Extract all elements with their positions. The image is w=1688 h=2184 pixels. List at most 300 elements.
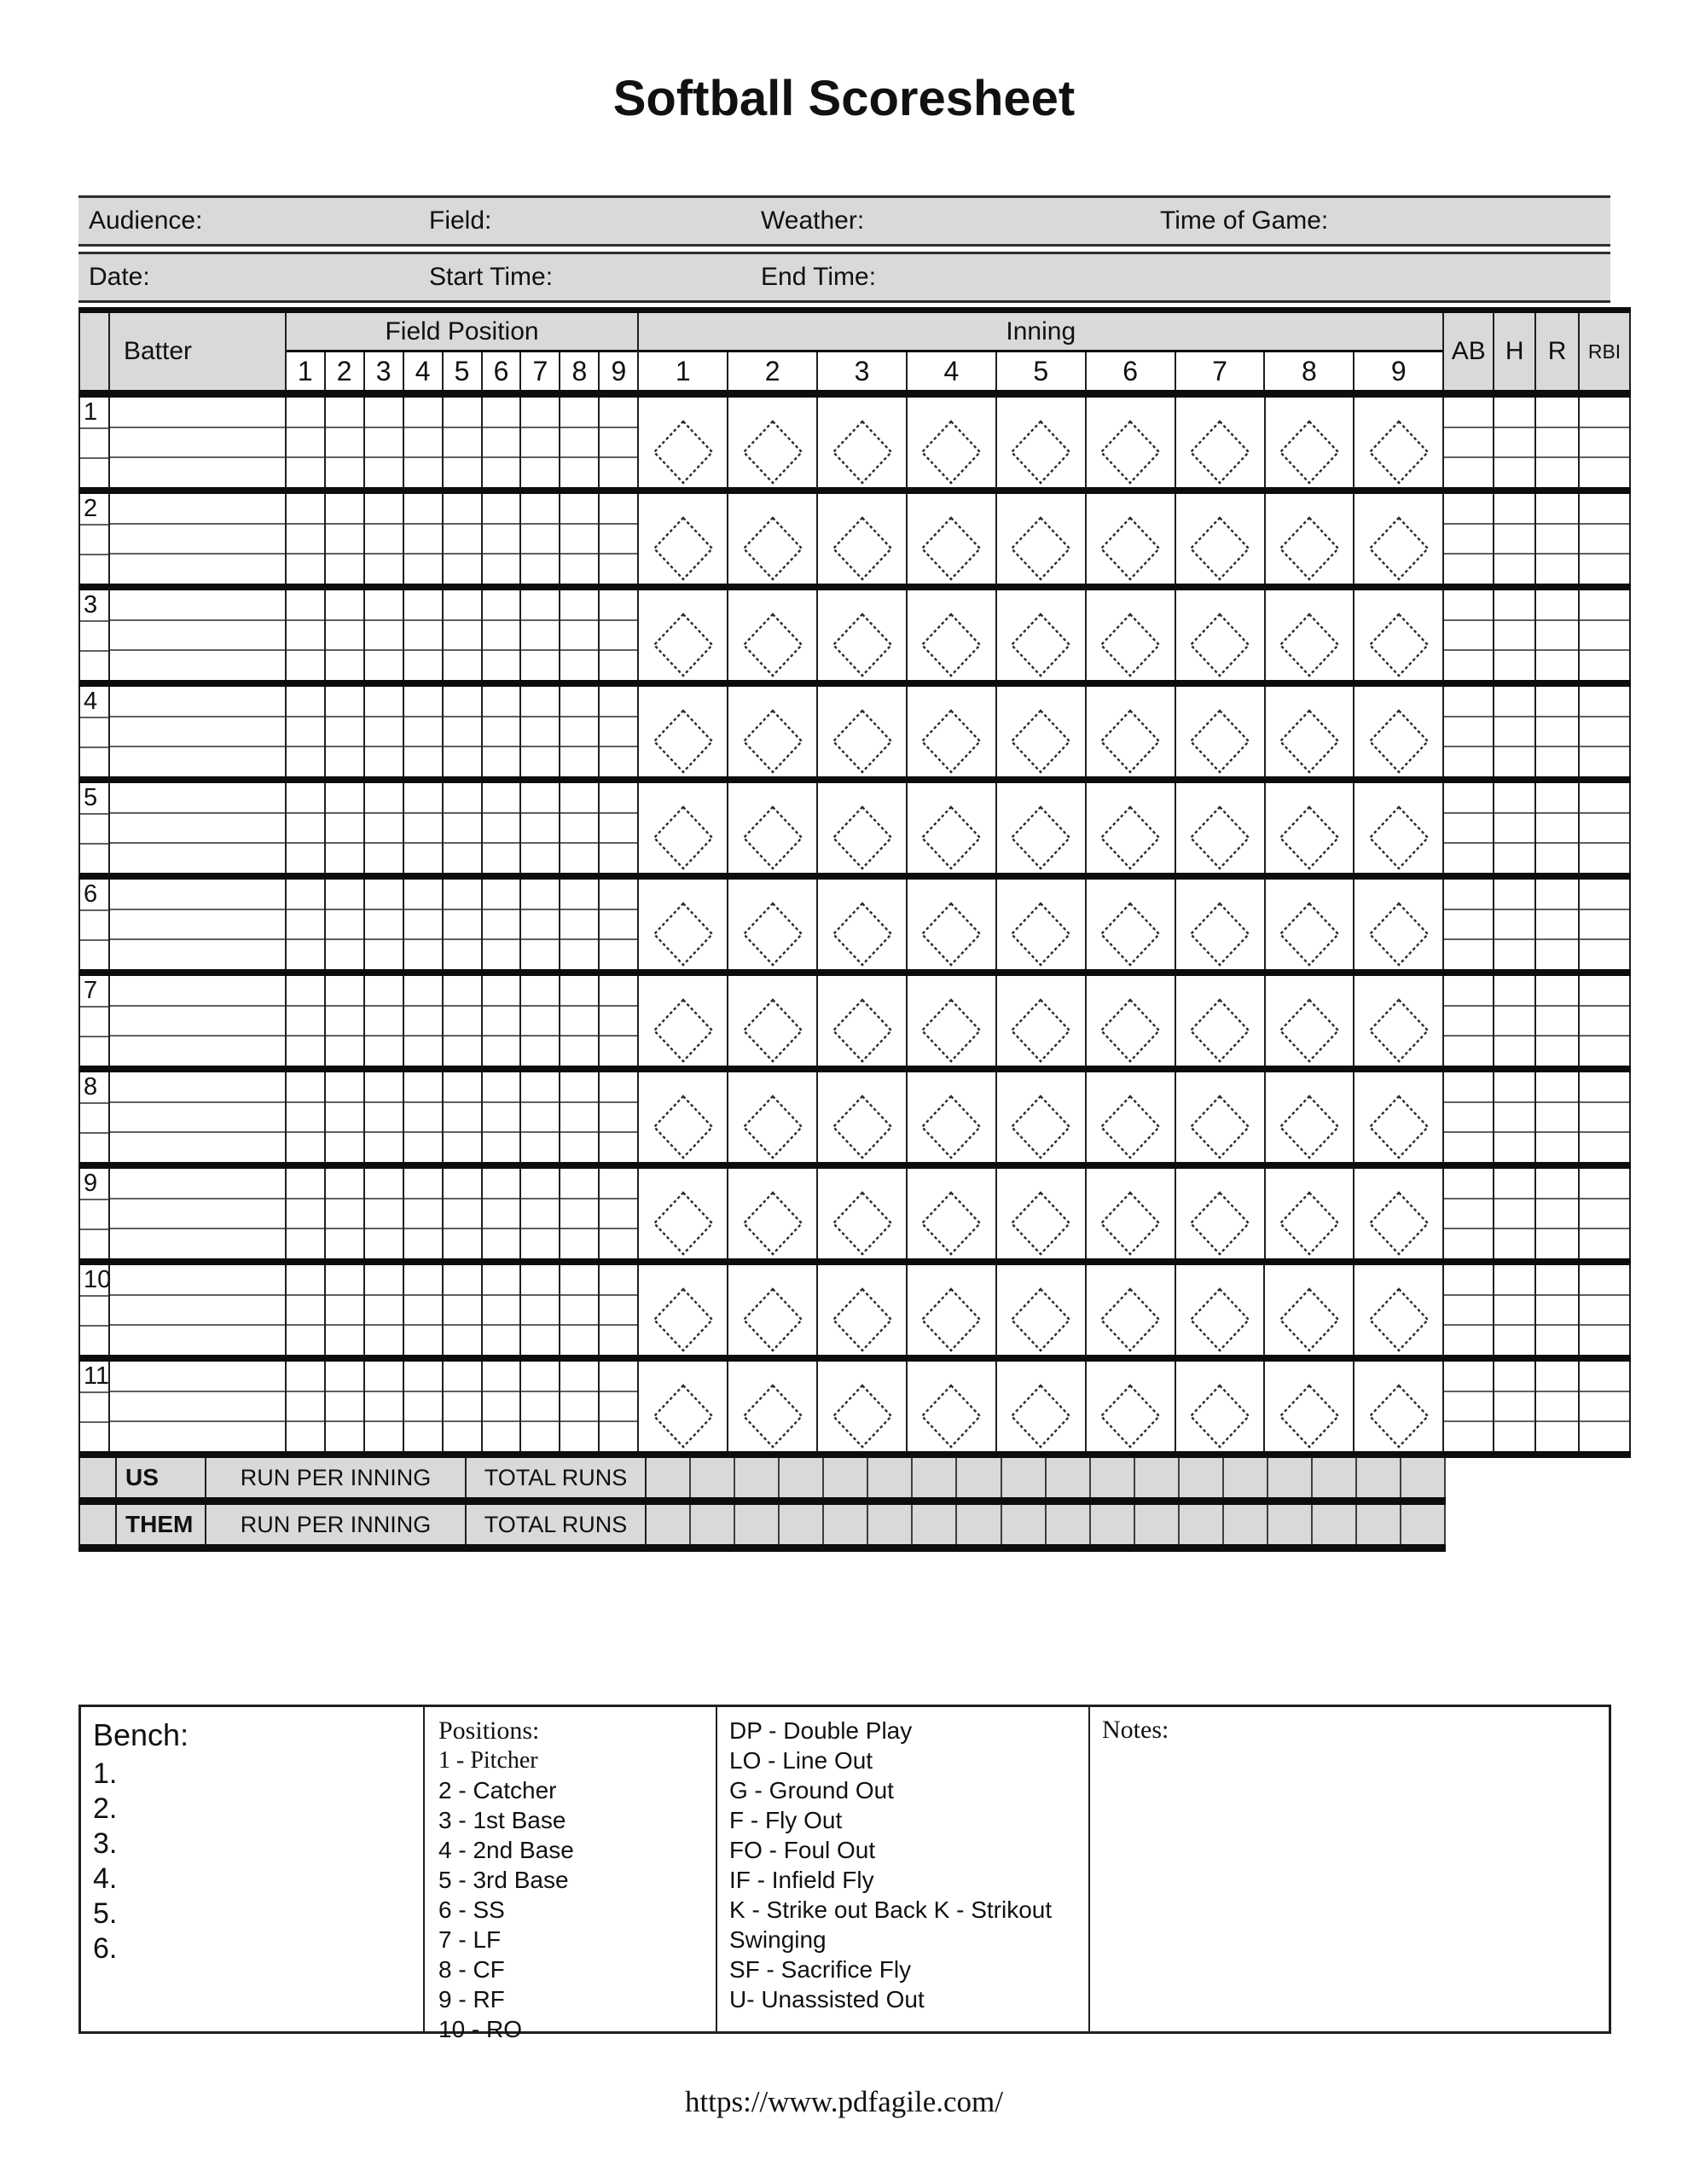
stat-box[interactable] <box>1536 909 1578 939</box>
stat-box[interactable] <box>1536 1362 1578 1391</box>
field-position-box[interactable] <box>600 746 637 776</box>
batter-name-line[interactable] <box>110 398 285 427</box>
stat-box[interactable] <box>1536 619 1578 650</box>
field-position-box[interactable] <box>404 1169 442 1198</box>
field-position-box[interactable] <box>483 746 520 776</box>
field-position-box[interactable] <box>560 1005 598 1036</box>
stat-box[interactable] <box>1580 619 1629 650</box>
run-cell[interactable] <box>868 1505 913 1544</box>
stat-box[interactable] <box>1494 456 1534 487</box>
inning-cell[interactable] <box>908 783 997 873</box>
field-position-box[interactable] <box>287 553 324 584</box>
field-position-box[interactable] <box>444 1169 481 1198</box>
field-position-box[interactable] <box>521 880 559 909</box>
field-position-box[interactable] <box>404 716 442 746</box>
inning-cell[interactable] <box>997 1169 1087 1258</box>
field-position-box[interactable] <box>483 1101 520 1132</box>
inning-cell[interactable] <box>639 590 728 680</box>
inning-cell[interactable] <box>818 398 908 487</box>
field-position-box[interactable] <box>444 553 481 584</box>
stat-box[interactable] <box>1444 1362 1493 1391</box>
inning-cell[interactable] <box>1176 590 1266 680</box>
run-cell[interactable] <box>647 1458 691 1497</box>
field-position-box[interactable] <box>287 842 324 873</box>
inning-cell[interactable] <box>1176 1362 1266 1451</box>
stat-box[interactable] <box>1494 1101 1534 1132</box>
field-position-box[interactable] <box>521 1265 559 1294</box>
inning-cell[interactable] <box>818 687 908 776</box>
inning-cell[interactable] <box>1176 1265 1266 1355</box>
batter-name-line[interactable] <box>110 976 285 1005</box>
batter-name-line[interactable] <box>110 590 285 619</box>
field-position-box[interactable] <box>600 1198 637 1228</box>
field-position-box[interactable] <box>560 746 598 776</box>
field-position-box[interactable] <box>521 456 559 487</box>
inning-cell[interactable] <box>818 1169 908 1258</box>
field-position-box[interactable] <box>444 1131 481 1162</box>
inning-cell[interactable] <box>908 1265 997 1355</box>
field-position-box[interactable] <box>404 1131 442 1162</box>
field-position-box[interactable] <box>483 1265 520 1294</box>
batter-name-line[interactable] <box>110 1005 285 1036</box>
field-position-box[interactable] <box>560 976 598 1005</box>
batter-name-line[interactable] <box>110 1362 285 1391</box>
stat-box[interactable] <box>1444 1420 1493 1451</box>
inning-cell[interactable] <box>639 880 728 969</box>
run-cell[interactable] <box>735 1458 780 1497</box>
stat-box[interactable] <box>1494 1198 1534 1228</box>
field-position-box[interactable] <box>287 1420 324 1451</box>
stat-box[interactable] <box>1444 1228 1493 1258</box>
field-position-box[interactable] <box>600 590 637 619</box>
field-position-box[interactable] <box>365 746 403 776</box>
field-position-box[interactable] <box>287 976 324 1005</box>
field-position-box[interactable] <box>404 812 442 843</box>
field-position-box[interactable] <box>560 1228 598 1258</box>
field-position-box[interactable] <box>600 619 637 650</box>
inning-cell[interactable] <box>1354 687 1444 776</box>
field-position-box[interactable] <box>560 494 598 523</box>
field-position-box[interactable] <box>444 523 481 554</box>
field-position-box[interactable] <box>326 1072 363 1101</box>
batter-name-line[interactable] <box>110 1035 285 1066</box>
field-position-box[interactable] <box>404 880 442 909</box>
field-position-box[interactable] <box>326 1035 363 1066</box>
stat-box[interactable] <box>1536 649 1578 680</box>
field-position-box[interactable] <box>365 523 403 554</box>
inning-cell[interactable] <box>1087 880 1176 969</box>
field-position-box[interactable] <box>444 1391 481 1421</box>
field-position-box[interactable] <box>521 842 559 873</box>
field-position-box[interactable] <box>365 1294 403 1325</box>
field-position-box[interactable] <box>404 1198 442 1228</box>
stat-box[interactable] <box>1494 976 1534 1005</box>
inning-cell[interactable] <box>908 880 997 969</box>
batter-name-line[interactable] <box>110 1101 285 1132</box>
inning-cell[interactable] <box>728 494 818 584</box>
field-position-box[interactable] <box>365 909 403 939</box>
batter-name-line[interactable] <box>110 909 285 939</box>
stat-box[interactable] <box>1580 938 1629 969</box>
field-position-box[interactable] <box>521 1324 559 1355</box>
stat-box[interactable] <box>1444 619 1493 650</box>
field-position-box[interactable] <box>326 523 363 554</box>
inning-cell[interactable] <box>908 398 997 487</box>
inning-cell[interactable] <box>818 880 908 969</box>
stat-box[interactable] <box>1494 494 1534 523</box>
field-position-box[interactable] <box>444 1072 481 1101</box>
inning-cell[interactable] <box>1354 494 1444 584</box>
inning-cell[interactable] <box>1266 976 1355 1066</box>
run-cell[interactable] <box>1091 1505 1135 1544</box>
field-position-box[interactable] <box>521 1362 559 1391</box>
stat-box[interactable] <box>1580 1362 1629 1391</box>
field-position-box[interactable] <box>600 1294 637 1325</box>
stat-box[interactable] <box>1580 649 1629 680</box>
field-position-box[interactable] <box>287 1131 324 1162</box>
field-position-box[interactable] <box>326 812 363 843</box>
field-position-box[interactable] <box>365 1420 403 1451</box>
stat-box[interactable] <box>1444 494 1493 523</box>
stat-box[interactable] <box>1536 427 1578 457</box>
field-position-box[interactable] <box>444 746 481 776</box>
field-position-box[interactable] <box>326 842 363 873</box>
field-position-box[interactable] <box>444 909 481 939</box>
field-position-box[interactable] <box>444 938 481 969</box>
field-position-box[interactable] <box>560 553 598 584</box>
inning-cell[interactable] <box>1354 1072 1444 1162</box>
field-position-box[interactable] <box>287 398 324 427</box>
batter-name-line[interactable] <box>110 1169 285 1198</box>
field-position-box[interactable] <box>404 687 442 716</box>
stat-box[interactable] <box>1444 909 1493 939</box>
inning-cell[interactable] <box>1176 1169 1266 1258</box>
stat-box[interactable] <box>1536 687 1578 716</box>
field-position-box[interactable] <box>365 494 403 523</box>
footer-link[interactable]: https://www.pdfagile.com/ <box>685 2085 1003 2118</box>
field-position-box[interactable] <box>560 398 598 427</box>
field-position-box[interactable] <box>404 398 442 427</box>
bench-item[interactable]: 3. <box>93 1827 118 1860</box>
field-position-box[interactable] <box>600 1265 637 1294</box>
inning-cell[interactable] <box>997 398 1087 487</box>
inning-cell[interactable] <box>997 1265 1087 1355</box>
field-position-box[interactable] <box>326 1228 363 1258</box>
stat-box[interactable] <box>1580 1265 1629 1294</box>
field-position-box[interactable] <box>326 1324 363 1355</box>
inning-cell[interactable] <box>908 1169 997 1258</box>
field-position-box[interactable] <box>521 976 559 1005</box>
inning-cell[interactable] <box>908 687 997 776</box>
inning-cell[interactable] <box>639 1265 728 1355</box>
field-position-box[interactable] <box>444 1228 481 1258</box>
stat-box[interactable] <box>1444 783 1493 812</box>
inning-cell[interactable] <box>639 1072 728 1162</box>
inning-cell[interactable] <box>1176 494 1266 584</box>
field-position-box[interactable] <box>483 1131 520 1162</box>
field-position-box[interactable] <box>600 1131 637 1162</box>
run-cell[interactable] <box>824 1505 868 1544</box>
stat-box[interactable] <box>1580 1035 1629 1066</box>
field-position-box[interactable] <box>287 746 324 776</box>
inning-cell[interactable] <box>818 783 908 873</box>
field-position-box[interactable] <box>365 1362 403 1391</box>
field-position-box[interactable] <box>444 1035 481 1066</box>
stat-box[interactable] <box>1494 880 1534 909</box>
field-position-box[interactable] <box>560 523 598 554</box>
stat-box[interactable] <box>1580 716 1629 746</box>
field-position-box[interactable] <box>287 716 324 746</box>
field-position-box[interactable] <box>365 716 403 746</box>
stat-box[interactable] <box>1536 1294 1578 1325</box>
inning-cell[interactable] <box>1265 1265 1354 1355</box>
bench-item[interactable]: 2. <box>93 1792 118 1825</box>
field-position-box[interactable] <box>483 1169 520 1198</box>
field-position-box[interactable] <box>365 649 403 680</box>
inning-cell[interactable] <box>1354 783 1444 873</box>
inning-cell[interactable] <box>997 1362 1087 1451</box>
field-position-box[interactable] <box>365 783 403 812</box>
run-cell[interactable] <box>1401 1458 1446 1497</box>
inning-cell[interactable] <box>908 590 997 680</box>
stat-box[interactable] <box>1580 1131 1629 1162</box>
stat-box[interactable] <box>1580 880 1629 909</box>
inning-cell[interactable] <box>1266 783 1355 873</box>
field-position-box[interactable] <box>521 909 559 939</box>
inning-cell[interactable] <box>1354 976 1444 1066</box>
stat-box[interactable] <box>1580 1005 1629 1036</box>
inning-cell[interactable] <box>908 1072 997 1162</box>
stat-box[interactable] <box>1536 1101 1578 1132</box>
inning-cell[interactable] <box>818 590 908 680</box>
stat-box[interactable] <box>1444 1035 1493 1066</box>
stat-box[interactable] <box>1494 553 1534 584</box>
field-position-box[interactable] <box>404 842 442 873</box>
field-position-box[interactable] <box>287 1005 324 1036</box>
stat-box[interactable] <box>1494 1362 1534 1391</box>
inning-cell[interactable] <box>1087 783 1176 873</box>
field-position-box[interactable] <box>326 1265 363 1294</box>
inning-cell[interactable] <box>1266 494 1355 584</box>
field-position-box[interactable] <box>560 427 598 457</box>
field-position-box[interactable] <box>483 976 520 1005</box>
stat-box[interactable] <box>1494 1420 1534 1451</box>
run-cell[interactable] <box>1401 1505 1446 1544</box>
run-cell[interactable] <box>1313 1505 1357 1544</box>
field-position-box[interactable] <box>483 909 520 939</box>
field-position-box[interactable] <box>483 1072 520 1101</box>
batter-name-line[interactable] <box>110 1420 285 1451</box>
inning-cell[interactable] <box>639 398 728 487</box>
field-position-box[interactable] <box>444 427 481 457</box>
inning-cell[interactable] <box>728 687 818 776</box>
field-position-box[interactable] <box>326 1391 363 1421</box>
field-position-box[interactable] <box>444 783 481 812</box>
field-position-box[interactable] <box>600 553 637 584</box>
field-position-box[interactable] <box>521 1169 559 1198</box>
notes-area[interactable] <box>1102 1745 1597 2023</box>
field-position-box[interactable] <box>287 812 324 843</box>
field-position-box[interactable] <box>444 1362 481 1391</box>
run-cell[interactable] <box>957 1458 1001 1497</box>
field-position-box[interactable] <box>483 494 520 523</box>
stat-box[interactable] <box>1494 1265 1534 1294</box>
field-position-box[interactable] <box>326 1198 363 1228</box>
field-position-box[interactable] <box>521 1035 559 1066</box>
field-position-box[interactable] <box>326 553 363 584</box>
stat-box[interactable] <box>1580 1391 1629 1421</box>
stat-box[interactable] <box>1444 1265 1493 1294</box>
inning-cell[interactable] <box>1087 687 1176 776</box>
stat-box[interactable] <box>1536 1265 1578 1294</box>
field-position-box[interactable] <box>365 1035 403 1066</box>
field-position-box[interactable] <box>404 909 442 939</box>
stat-box[interactable] <box>1494 1035 1534 1066</box>
stat-box[interactable] <box>1580 456 1629 487</box>
inning-cell[interactable] <box>1354 1265 1444 1355</box>
field-position-box[interactable] <box>521 716 559 746</box>
field-position-box[interactable] <box>326 1005 363 1036</box>
field-position-box[interactable] <box>521 1294 559 1325</box>
field-position-box[interactable] <box>404 1294 442 1325</box>
stat-box[interactable] <box>1444 649 1493 680</box>
field-position-box[interactable] <box>600 716 637 746</box>
stat-box[interactable] <box>1494 1169 1534 1198</box>
stat-box[interactable] <box>1494 1391 1534 1421</box>
field-position-box[interactable] <box>287 590 324 619</box>
stat-box[interactable] <box>1536 783 1578 812</box>
field-position-box[interactable] <box>483 1228 520 1258</box>
field-position-box[interactable] <box>560 1362 598 1391</box>
stat-box[interactable] <box>1536 494 1578 523</box>
stat-box[interactable] <box>1444 1005 1493 1036</box>
stat-box[interactable] <box>1536 590 1578 619</box>
stat-box[interactable] <box>1444 1101 1493 1132</box>
bench-item[interactable]: 6. <box>93 1932 118 1965</box>
field-position-box[interactable] <box>326 909 363 939</box>
stat-box[interactable] <box>1444 398 1493 427</box>
stat-box[interactable] <box>1580 553 1629 584</box>
field-position-box[interactable] <box>404 590 442 619</box>
batter-name-line[interactable] <box>110 746 285 776</box>
batter-name-line[interactable] <box>110 1198 285 1228</box>
batter-name-line[interactable] <box>110 842 285 873</box>
field-position-box[interactable] <box>326 427 363 457</box>
field-position-box[interactable] <box>287 1324 324 1355</box>
field-position-box[interactable] <box>600 523 637 554</box>
inning-cell[interactable] <box>728 880 818 969</box>
field-position-box[interactable] <box>444 812 481 843</box>
field-position-box[interactable] <box>444 687 481 716</box>
field-position-box[interactable] <box>521 938 559 969</box>
field-position-box[interactable] <box>444 1005 481 1036</box>
field-position-box[interactable] <box>600 649 637 680</box>
inning-cell[interactable] <box>1266 880 1355 969</box>
field-position-box[interactable] <box>483 716 520 746</box>
run-cell[interactable] <box>735 1505 780 1544</box>
field-position-box[interactable] <box>560 1131 598 1162</box>
stat-box[interactable] <box>1580 687 1629 716</box>
field-position-box[interactable] <box>404 1035 442 1066</box>
field-position-box[interactable] <box>365 1228 403 1258</box>
field-position-box[interactable] <box>444 880 481 909</box>
field-position-box[interactable] <box>483 398 520 427</box>
field-position-box[interactable] <box>365 553 403 584</box>
field-position-box[interactable] <box>404 619 442 650</box>
inning-cell[interactable] <box>1354 590 1444 680</box>
field-position-box[interactable] <box>560 619 598 650</box>
batter-name-line[interactable] <box>110 1228 285 1258</box>
field-position-box[interactable] <box>444 494 481 523</box>
inning-cell[interactable] <box>728 1072 818 1162</box>
field-position-box[interactable] <box>521 1072 559 1101</box>
stat-box[interactable] <box>1580 812 1629 843</box>
field-position-box[interactable] <box>600 1035 637 1066</box>
field-position-box[interactable] <box>483 1035 520 1066</box>
field-position-box[interactable] <box>365 1169 403 1198</box>
stat-box[interactable] <box>1580 494 1629 523</box>
run-cell[interactable] <box>691 1505 735 1544</box>
field-position-box[interactable] <box>287 494 324 523</box>
inning-cell[interactable] <box>639 1169 728 1258</box>
field-position-box[interactable] <box>600 938 637 969</box>
stat-box[interactable] <box>1536 842 1578 873</box>
field-position-box[interactable] <box>483 619 520 650</box>
stat-box[interactable] <box>1494 619 1534 650</box>
inning-cell[interactable] <box>728 1362 818 1451</box>
field-position-box[interactable] <box>365 1265 403 1294</box>
inning-cell[interactable] <box>908 976 997 1066</box>
stat-box[interactable] <box>1536 1391 1578 1421</box>
stat-box[interactable] <box>1444 842 1493 873</box>
run-cell[interactable] <box>1224 1505 1268 1544</box>
stat-box[interactable] <box>1580 1198 1629 1228</box>
batter-name-line[interactable] <box>110 523 285 554</box>
field-position-box[interactable] <box>287 1101 324 1132</box>
inning-cell[interactable] <box>1266 1072 1355 1162</box>
stat-box[interactable] <box>1536 1420 1578 1451</box>
field-position-box[interactable] <box>483 649 520 680</box>
field-position-box[interactable] <box>600 1169 637 1198</box>
field-position-box[interactable] <box>365 976 403 1005</box>
stat-box[interactable] <box>1536 523 1578 554</box>
stat-box[interactable] <box>1444 590 1493 619</box>
inning-cell[interactable] <box>818 494 908 584</box>
field-position-box[interactable] <box>444 619 481 650</box>
field-position-box[interactable] <box>365 1101 403 1132</box>
run-cell[interactable] <box>1047 1458 1091 1497</box>
stat-box[interactable] <box>1494 1005 1534 1036</box>
stat-box[interactable] <box>1444 938 1493 969</box>
stat-box[interactable] <box>1494 687 1534 716</box>
field-position-box[interactable] <box>560 1324 598 1355</box>
stat-box[interactable] <box>1536 716 1578 746</box>
run-cell[interactable] <box>1135 1505 1180 1544</box>
field-position-box[interactable] <box>326 1420 363 1451</box>
field-position-box[interactable] <box>560 812 598 843</box>
stat-box[interactable] <box>1494 1131 1534 1162</box>
stat-box[interactable] <box>1494 427 1534 457</box>
field-position-box[interactable] <box>326 649 363 680</box>
field-position-box[interactable] <box>287 427 324 457</box>
field-position-box[interactable] <box>404 1072 442 1101</box>
run-cell[interactable] <box>957 1505 1001 1544</box>
field-position-box[interactable] <box>521 783 559 812</box>
stat-box[interactable] <box>1444 1169 1493 1198</box>
field-position-box[interactable] <box>404 649 442 680</box>
inning-cell[interactable] <box>997 783 1087 873</box>
run-cell[interactable] <box>824 1458 868 1497</box>
